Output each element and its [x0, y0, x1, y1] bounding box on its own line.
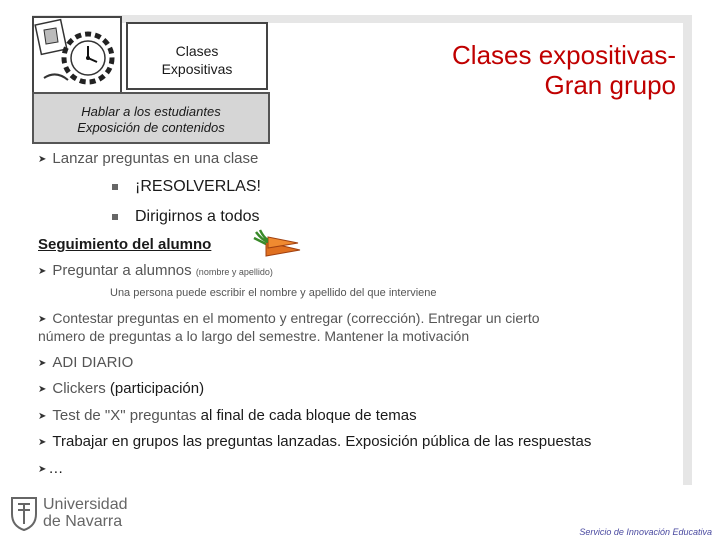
slide-title-line2: Gran grupo — [544, 70, 676, 100]
arrow-bullet-icon: ➤ — [38, 153, 47, 165]
bullet-trabajar-text: Trabajar en grupos las preguntas lanzadas. Exposición pública de las respuestas — [52, 433, 592, 450]
clickers-rest-text: (participación) — [105, 380, 205, 397]
bullet-adi-text: ADI DIARIO — [52, 354, 134, 371]
arrow-bullet-icon: ➤ — [38, 313, 47, 325]
bullet-test — [38, 407, 417, 424]
section-seguimiento — [38, 236, 211, 253]
arrow-bullet-icon: ➤ — [38, 463, 47, 475]
sub-bullet-1 — [112, 178, 261, 196]
slide-title — [452, 40, 676, 100]
university-line-2: de Navarra — [43, 513, 123, 530]
arrow-bullet-icon: ➤ — [38, 410, 47, 422]
arrow-bullet-icon: ➤ — [38, 383, 47, 395]
bullet-contestar — [38, 310, 540, 345]
arrow-bullet-icon: ➤ — [38, 265, 47, 277]
bullet-preguntar — [38, 262, 273, 279]
sub-bullet-2-text: Dirigirnos a todos — [135, 208, 260, 225]
arrow-bullet-icon: ➤ — [38, 357, 47, 369]
university-seal-icon — [8, 494, 40, 537]
slide-title-line1: Clases expositivas- — [452, 40, 676, 70]
summary-line-2: Exposición de contenidos — [77, 120, 225, 135]
bullet-preguntar-text: Preguntar a alumnos — [52, 262, 192, 279]
clock-clipart-icon — [32, 16, 122, 96]
bullet-preguntar-note: (nombre y apellido) — [195, 267, 273, 277]
bullet-ellipsis — [38, 460, 63, 477]
persona-note: Una persona puede escribir el nombre y apellido del que interviene — [110, 287, 437, 299]
bullet-trabajar — [38, 433, 591, 450]
arrow-bullet-icon: ➤ — [38, 436, 47, 448]
square-bullet-icon — [112, 214, 118, 220]
ellipsis-text: … — [48, 460, 64, 477]
clickers-text: Clickers — [52, 380, 106, 397]
contestar-line-1: Contestar preguntas en el momento y entregar (corrección). Entregar un cierto — [52, 310, 540, 326]
bullet-clickers — [38, 380, 204, 397]
seguimiento-heading: Seguimiento del alumno — [38, 236, 212, 253]
university-line-1: Universidad — [43, 496, 128, 513]
test-text: Test de "X" preguntas — [52, 407, 197, 424]
bullet-adi — [38, 354, 133, 371]
university-name — [43, 496, 127, 530]
square-bullet-icon — [112, 184, 118, 190]
test-rest-text: al final de cada bloque de temas — [196, 407, 417, 424]
bullet-lanzar — [38, 150, 258, 167]
slide-frame-right — [683, 15, 692, 485]
summary-line-1: Hablar a los estudiantes — [81, 104, 221, 119]
header-box-line2: Expositivas — [161, 61, 233, 77]
footer-text: Servicio de Innovación Educativa — [579, 527, 712, 537]
contestar-line-2: número de preguntas a lo largo del semestre. Mantener la motivación — [38, 327, 470, 344]
summary-band — [32, 92, 270, 144]
header-box-line1: Clases — [175, 43, 219, 59]
sub-bullet-2 — [112, 208, 260, 226]
sub-bullet-1-text: ¡RESOLVERLAS! — [135, 178, 261, 195]
header-box — [126, 22, 268, 90]
bullet-lanzar-text: Lanzar preguntas en una clase — [52, 150, 259, 167]
